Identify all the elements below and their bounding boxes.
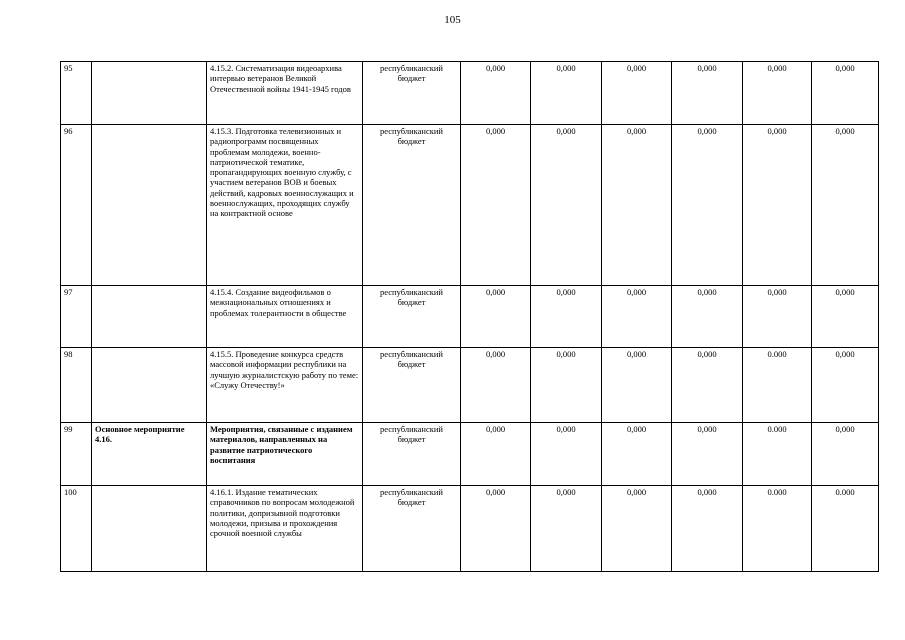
activity-name: 4.16.1. Издание тематических справочников по вопросам молодежной политики, допризывной подготовки молодежи, призыва и прохождения срочной военной службы bbox=[207, 486, 363, 572]
value-cell: 0.000 bbox=[743, 348, 812, 423]
funding-source: республиканский бюджет bbox=[363, 486, 461, 572]
value-cell: 0,000 bbox=[812, 286, 879, 348]
value-cell: 0,000 bbox=[743, 286, 812, 348]
value-cell: 0,000 bbox=[602, 348, 672, 423]
activity-name: 4.15.4. Создание видеофильмов о межнациональных отношениях и проблемах толерантности в обществе bbox=[207, 286, 363, 348]
section-label bbox=[92, 125, 207, 286]
value-cell: 0,000 bbox=[602, 62, 672, 125]
table-row bbox=[61, 348, 879, 423]
value-cell: 0,000 bbox=[812, 125, 879, 286]
funding-source: республиканский бюджет bbox=[363, 62, 461, 125]
activity-name: 4.15.3. Подготовка телевизионных и радиопрограмм посвященных проблемам молодежи, военно-патриотической тематике, пропагандирующих военную службу, с участием ветеранов ВОВ и боевых действий, кадровых военнослужащих и военнослужащих, проходящих службу на контрактной основе bbox=[207, 125, 363, 286]
value-cell: 0,000 bbox=[602, 423, 672, 486]
value-cell: 0,000 bbox=[812, 348, 879, 423]
section-label bbox=[92, 286, 207, 348]
value-cell: 0,000 bbox=[461, 286, 531, 348]
section-label bbox=[92, 348, 207, 423]
section-label bbox=[92, 486, 207, 572]
activity-name: Мероприятия, связанные с изданием материалов, направленных на развитие патриотического воспитания bbox=[207, 423, 363, 486]
value-cell: 0,000 bbox=[531, 286, 602, 348]
value-cell: 0,000 bbox=[461, 486, 531, 572]
value-cell: 0,000 bbox=[672, 486, 743, 572]
value-cell: 0,000 bbox=[672, 423, 743, 486]
row-number: 100 bbox=[61, 486, 92, 572]
value-cell: 0,000 bbox=[602, 286, 672, 348]
value-cell: 0,000 bbox=[602, 125, 672, 286]
table-row bbox=[61, 486, 879, 572]
budget-table bbox=[60, 61, 879, 572]
value-cell: 0,000 bbox=[672, 62, 743, 125]
table-row bbox=[61, 62, 879, 125]
activity-name: 4.15.2. Систематизация видеоархива интервью ветеранов Великой Отечественной войны 1941-1945 годов bbox=[207, 62, 363, 125]
value-cell: 0,000 bbox=[672, 348, 743, 423]
value-cell: 0,000 bbox=[461, 423, 531, 486]
value-cell: 0,000 bbox=[812, 62, 879, 125]
funding-source: республиканский бюджет bbox=[363, 125, 461, 286]
value-cell: 0,000 bbox=[531, 348, 602, 423]
activity-name: 4.15.5. Проведение конкурса средств массовой информации республики на лучшую журналистскую работу по теме: «Служу Отечеству!» bbox=[207, 348, 363, 423]
row-number: 98 bbox=[61, 348, 92, 423]
table-row bbox=[61, 286, 879, 348]
row-number: 99 bbox=[61, 423, 92, 486]
value-cell: 0,000 bbox=[461, 348, 531, 423]
value-cell: 0,000 bbox=[531, 486, 602, 572]
value-cell: 0,000 bbox=[672, 286, 743, 348]
value-cell: 0,000 bbox=[602, 486, 672, 572]
funding-source: республиканский бюджет bbox=[363, 348, 461, 423]
row-number: 95 bbox=[61, 62, 92, 125]
row-number: 96 bbox=[61, 125, 92, 286]
section-label: Основное мероприятие 4.16. bbox=[92, 423, 207, 486]
page-number: 105 bbox=[444, 14, 461, 26]
funding-source: республиканский бюджет bbox=[363, 286, 461, 348]
value-cell: 0,000 bbox=[743, 125, 812, 286]
value-cell: 0,000 bbox=[531, 62, 602, 125]
row-number: 97 bbox=[61, 286, 92, 348]
table-row bbox=[61, 125, 879, 286]
value-cell: 0,000 bbox=[812, 423, 879, 486]
value-cell: 0.000 bbox=[743, 423, 812, 486]
value-cell: 0.000 bbox=[743, 486, 812, 572]
value-cell: 0,000 bbox=[531, 125, 602, 286]
value-cell: 0,000 bbox=[743, 62, 812, 125]
table-row bbox=[61, 423, 879, 486]
value-cell: 0,000 bbox=[461, 125, 531, 286]
value-cell: 0,000 bbox=[672, 125, 743, 286]
value-cell: 0,000 bbox=[531, 423, 602, 486]
funding-source: республиканский бюджет bbox=[363, 423, 461, 486]
value-cell: 0,000 bbox=[461, 62, 531, 125]
section-label bbox=[92, 62, 207, 125]
value-cell: 0.000 bbox=[812, 486, 879, 572]
